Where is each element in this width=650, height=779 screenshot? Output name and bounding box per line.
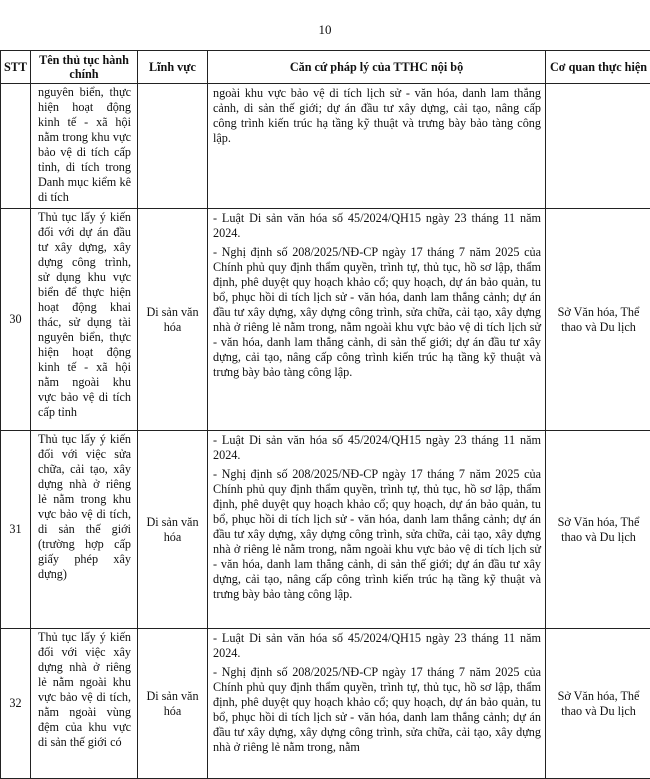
legal-paragraph: ngoài khu vực bảo vệ di tích lịch sử - văn hóa, danh lam thắng cảnh, di sản thế giới; dự án đầu tư xây dựng, cải tạo, nâng cấp công trình kiến trúc hạ tầng kỹ thuật và trưng bày bảo tàng công lập. — [213, 86, 541, 146]
page-number: 10 — [0, 22, 650, 38]
header-field: Lĩnh vực — [138, 51, 208, 84]
legal-paragraph: - Luật Di sản văn hóa số 45/2024/QH15 ngày 23 tháng 11 năm 2024. — [213, 211, 541, 241]
table-row — [1, 209, 650, 431]
procedures-table — [0, 50, 650, 779]
header-name: Tên thủ tục hành chính — [31, 51, 138, 84]
cell-field — [138, 84, 208, 209]
table-row — [1, 431, 650, 629]
cell-name: Thủ tục lấy ý kiến đối với dự án đầu tư xây dựng, xây dựng công trình, sử dụng khu vực biển để thực hiện hoạt động khai thác, sử dụng tài nguyên biển, thực hiện hoạt động kinh tế - xã hội nằm ngoài khu vực bảo vệ di tích cấp tỉnh — [31, 209, 138, 431]
cell-name: Thủ tục lấy ý kiến đối với việc sửa chữa, cải tạo, xây dựng nhà ở riêng lẻ nằm trong khu vực bảo vệ di tích, di sản thế giới (trường hợp cấp giấy phép xây dựng) — [31, 431, 138, 629]
cell-legal — [208, 431, 546, 629]
cell-name: Thủ tục lấy ý kiến đối với việc xây dựng nhà ở riêng lẻ nằm ngoài khu vực bảo vệ di tích, nằm ngoài vùng đệm của khu vực di sản thế giới có — [31, 629, 138, 779]
header-agency: Cơ quan thực hiện — [546, 51, 650, 84]
legal-paragraph: - Nghị định số 208/2025/NĐ-CP ngày 17 tháng 7 năm 2025 của Chính phủ quy định thẩm quyền, trình tự, thủ tục, hồ sơ lập, thẩm định, phê duyệt quy hoạch khảo cổ; quy hoạch, dự án bảo quản, tu bổ, phục hồi di tích lịch sử - văn hóa, danh lam thắng cảnh; dự án đầu tư xây dựng, xây dựng công trình, sửa chữa, cải tạo, xây dựng nhà ở riêng lẻ nằm trong, nằm — [213, 665, 541, 755]
legal-paragraph: - Nghị định số 208/2025/NĐ-CP ngày 17 tháng 7 năm 2025 của Chính phủ quy định thẩm quyền, trình tự, thủ tục, hồ sơ lập, thẩm định, phê duyệt quy hoạch khảo cổ; quy hoạch, dự án bảo quản, tu bổ, phục hồi di tích lịch sử - văn hóa, danh lam thắng cảnh; dự án đầu tư xây dựng, xây dựng công trình, sửa chữa, cải tạo, xây dựng nhà ở riêng lẻ nằm trong, nằm ngoài khu vực bảo vệ di tích lịch sử - văn hóa, danh lam thắng cảnh, di sản thế giới; dự án đầu tư xây dựng, cải tạo, nâng cấp công trình kiến trúc hạ tầng kỹ thuật và trưng bày bảo tàng công lập. — [213, 245, 541, 380]
header-stt: STT — [1, 51, 31, 84]
cell-stt: 32 — [1, 629, 31, 779]
legal-paragraph: - Luật Di sản văn hóa số 45/2024/QH15 ngày 23 tháng 11 năm 2024. — [213, 433, 541, 463]
legal-paragraph: - Luật Di sản văn hóa số 45/2024/QH15 ngày 23 tháng 11 năm 2024. — [213, 631, 541, 661]
cell-field: Di sản văn hóa — [138, 209, 208, 431]
table-header-row — [1, 51, 650, 84]
cell-stt — [1, 84, 31, 209]
header-legal: Căn cứ pháp lý của TTHC nội bộ — [208, 51, 546, 84]
cell-agency — [546, 84, 650, 209]
cell-agency: Sở Văn hóa, Thể thao và Du lịch — [546, 431, 650, 629]
cell-agency: Sở Văn hóa, Thể thao và Du lịch — [546, 629, 650, 779]
cell-name: nguyên biển, thực hiện hoạt động kinh tế - xã hội nằm trong khu vực bảo vệ di tích cấp tỉnh, di tích trong Danh mục kiểm kê di tích — [31, 84, 138, 209]
cell-field: Di sản văn hóa — [138, 629, 208, 779]
table-row — [1, 84, 650, 209]
table-row — [1, 629, 650, 779]
cell-field: Di sản văn hóa — [138, 431, 208, 629]
cell-legal — [208, 84, 546, 209]
cell-legal — [208, 629, 546, 779]
cell-legal — [208, 209, 546, 431]
cell-stt: 31 — [1, 431, 31, 629]
legal-paragraph: - Nghị định số 208/2025/NĐ-CP ngày 17 tháng 7 năm 2025 của Chính phủ quy định thẩm quyền, trình tự, thủ tục, hồ sơ lập, thẩm định, phê duyệt quy hoạch khảo cổ; quy hoạch, dự án bảo quản, tu bổ, phục hồi di tích lịch sử - văn hóa, danh lam thắng cảnh; dự án đầu tư xây dựng, xây dựng công trình, sửa chữa, cải tạo, xây dựng nhà ở riêng lẻ nằm trong, nằm ngoài khu vực bảo vệ di tích lịch sử - văn hóa, danh lam thắng cảnh, di sản thế giới; dự án đầu tư xây dựng, cải tạo, nâng cấp công trình kiến trúc hạ tầng kỹ thuật và trưng bày bảo tàng công lập. — [213, 467, 541, 602]
cell-agency: Sở Văn hóa, Thể thao và Du lịch — [546, 209, 650, 431]
cell-stt: 30 — [1, 209, 31, 431]
